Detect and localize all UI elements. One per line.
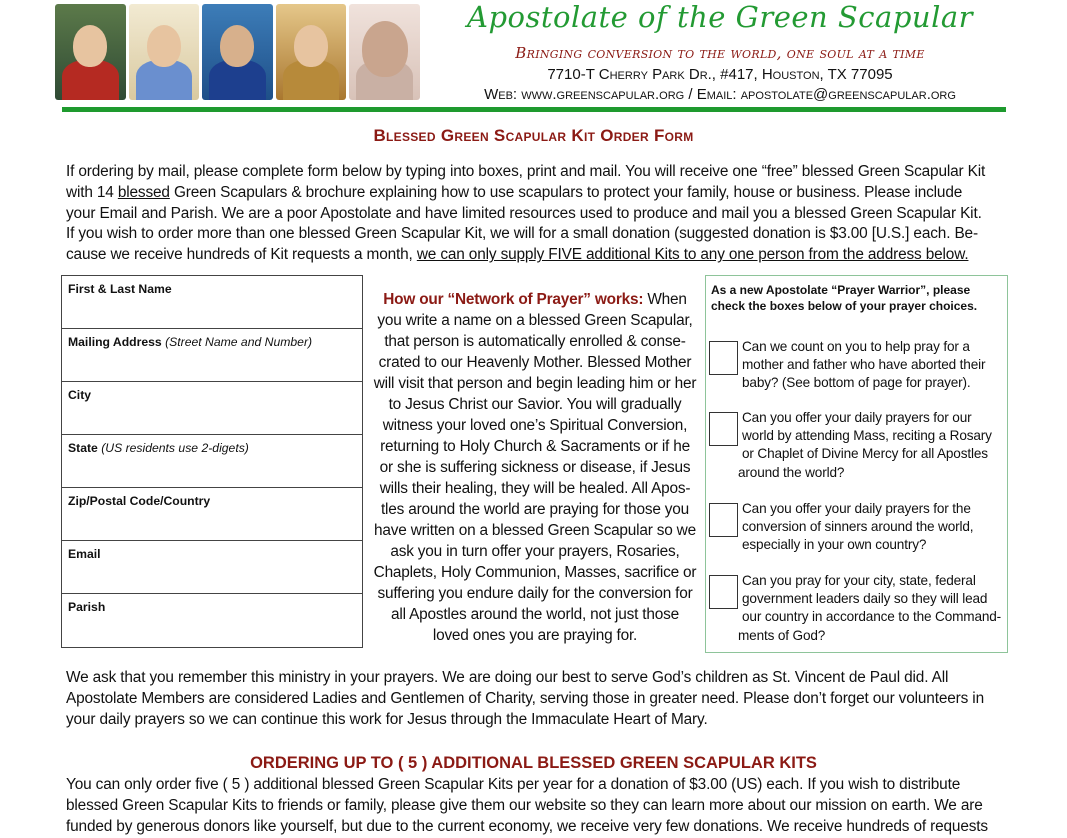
holy-face-image (349, 4, 420, 100)
prayer-line (368, 289, 702, 310)
ordering-line: You can only order five ( 5 ) additional blessed Green Scapular Kits per year for a donation of $3.00 (US) each. If you wish to distribute (66, 776, 961, 793)
ordering-title: ORDERING UP TO ( 5 ) ADDITIONAL BLESSED GREEN SCAPULAR KITS (250, 754, 817, 772)
prayer-choice-text (738, 572, 1004, 645)
prayer-line: have written on a blessed Green Scapular so we (374, 522, 696, 539)
intro-line (66, 245, 1001, 266)
prayer-line: to Jesus Christ our Savior. You will gradually (388, 396, 682, 413)
intro-text: with 14 (66, 183, 118, 201)
parish-input[interactable] (67, 624, 357, 643)
choice-line: government leaders daily so they will lead (742, 591, 988, 607)
organization-title: Apostolate of the Green Scapular (467, 0, 973, 34)
intro-text: cause we receive hundreds of Kit requests a month, (66, 246, 417, 264)
crowned-madonna-image (276, 4, 347, 100)
choice-line: Can you offer your daily prayers for the (742, 501, 971, 516)
prayer-choice-text (738, 409, 1004, 482)
prayer-text: When (643, 291, 687, 308)
choice-line: our country in accordance to the Command- (742, 609, 1002, 625)
intro-paragraph (66, 162, 1001, 266)
choice-line: ments of God? (738, 627, 826, 643)
prayer-line: or she is suffering sickness or disease, if Jesus (379, 459, 691, 476)
intro-line: If you wish to order more than one blessed Green Scapular Kit, we will for a small donation (suggested donation is $3.00 [U.S.] each. Be- (66, 225, 978, 243)
address-field (62, 329, 362, 382)
zip-field (62, 488, 362, 541)
remember-paragraph (66, 668, 1001, 730)
prayer-line: crated to our Heavenly Mother. Blessed Mother (378, 354, 692, 371)
intro-text: Green Scapulars & brochure explaining how to use scapulars to protect your family, house or business. Please include (169, 183, 963, 201)
intro-line (66, 183, 1001, 204)
choice-line: or Chaplet of Divine Mercy for all Apostles (742, 446, 988, 462)
sacred-heart-image (55, 4, 126, 100)
remember-line: We ask that you remember this ministry in your prayers. We are doing our best to serve God’s children as St. Vincent de Paul did. All (66, 669, 949, 686)
address-input[interactable] (67, 358, 357, 377)
form-title: Blessed Green Scapular Kit Order Form (373, 126, 694, 145)
state-field (62, 435, 362, 488)
intro-line: If ordering by mail, please complete form below by typing into boxes, print and mail. You will receive one “free” blessed Green Scapular Kit (66, 163, 986, 180)
choice-line: world by attending Mass, reciting a Rosary (742, 428, 992, 444)
field-label: Email (68, 547, 101, 561)
prayer-line: returning to Holy Church & Sacraments or if he (380, 438, 690, 455)
prayer-line: will visit that person and begin leading him or her (373, 375, 697, 392)
ordering-paragraph (66, 775, 1001, 837)
prayer-line: witness your loved one’s Spiritual Conversion, (382, 417, 688, 434)
choice-line: especially in your own country? (742, 537, 927, 553)
prayer-line: Chaplets, Holy Communion, Masses, sacrifice or (373, 564, 697, 581)
choice-line: conversion of sinners around the world, (742, 519, 974, 535)
prayer-line: wills their healing, they will be healed. All Apos- (379, 480, 691, 497)
state-input[interactable] (67, 464, 357, 483)
email-input[interactable] (67, 570, 357, 589)
remember-line: Apostolate Members are considered Ladies and Gentlemen of Charity, serving those in greater need. Please don’t forget our volunteers in (66, 689, 984, 707)
postal-address: 7710-T Cherry Park Dr., #417, Houston, TX 77095 (547, 66, 893, 83)
prayer-line: you write a name on a blessed Green Scapular, (377, 312, 693, 329)
prayer-choices-panel (705, 275, 1008, 653)
prayer-warrior-intro: As a new Apostolate “Prayer Warrior”, please check the boxes below of your prayer choices. (711, 283, 978, 313)
tagline: Bringing conversion to the world, one soul at a time (515, 44, 925, 62)
prayer-choice-checkbox[interactable] (709, 412, 738, 446)
name-input[interactable] (67, 305, 357, 324)
header-images (55, 4, 420, 100)
prayer-line: ask you in turn offer your prayers, Rosaries, (390, 543, 680, 560)
prayer-choice-checkbox[interactable] (709, 503, 738, 537)
ordering-line: blessed Green Scapular Kits to friends or family, please give them our website so they can learn more about our mission on earth. We are (66, 796, 983, 814)
prayer-line: suffering you endure daily for the conversion for (377, 585, 693, 602)
choice-line: mother and father who have aborted their (742, 357, 986, 373)
order-form-fields (61, 275, 363, 648)
network-of-prayer-text (368, 289, 702, 646)
prayer-choice-checkbox[interactable] (709, 341, 738, 375)
blessed-underlined: blessed (117, 183, 170, 201)
prayer-line: loved ones you are praying for. (432, 627, 638, 644)
choice-line: baby? (See bottom of page for prayer). (742, 375, 971, 391)
our-lady-image (202, 4, 273, 100)
prayer-choice-text (742, 338, 1004, 393)
prayer-heading: How our “Network of Prayer” works: (383, 291, 644, 308)
choice-line: Can we count on you to help pray for a (742, 339, 970, 354)
header-divider (62, 107, 1006, 112)
field-hint: (US residents use 2-digets) (101, 441, 249, 455)
ordering-line: funded by generous donors like yourself, but due to the current economy, we receive very few donations. We receive hundreds of requests (66, 817, 988, 835)
field-label: State (68, 441, 98, 455)
immaculate-heart-image (129, 4, 200, 100)
choice-line: Can you offer your daily prayers for our (742, 410, 972, 425)
email-field (62, 541, 362, 594)
field-label: City (68, 388, 92, 402)
field-label: Zip/Postal Code/Country (68, 494, 211, 508)
five-kits-limit-note: we can only supply FIVE additional Kits to any one person from the address below. (416, 246, 969, 264)
prayer-line: tles around the world are praying for those you (380, 501, 689, 518)
intro-line: your Email and Parish. We are a poor Apostolate and have limited resources used to produce and mail you a blessed Green Scapular Kit. (66, 204, 982, 222)
city-field (62, 382, 362, 435)
prayer-choice-checkbox[interactable] (709, 575, 738, 609)
field-hint: (Street Name and Number) (165, 335, 313, 349)
name-field (62, 276, 362, 329)
web-email-line: Web: www.greenscapular.org / Email: apostolate@greenscapular.org (484, 86, 956, 103)
field-label: First & Last Name (68, 282, 172, 296)
field-label: Mailing Address (68, 335, 162, 349)
prayer-line: all Apostles around the world, not just those (391, 606, 679, 623)
prayer-choice-text (742, 500, 1004, 555)
parish-field (62, 594, 362, 647)
city-input[interactable] (67, 411, 357, 430)
remember-line: your daily prayers so we can continue this work for Jesus through the Immaculate Heart of Mary. (66, 710, 708, 728)
choice-line: Can you pray for your city, state, federal (742, 573, 976, 588)
choice-line: around the world? (738, 464, 845, 480)
prayer-line: that person is automatically enrolled & conse- (384, 333, 686, 350)
zip-input[interactable] (67, 517, 357, 536)
field-label: Parish (68, 600, 106, 614)
